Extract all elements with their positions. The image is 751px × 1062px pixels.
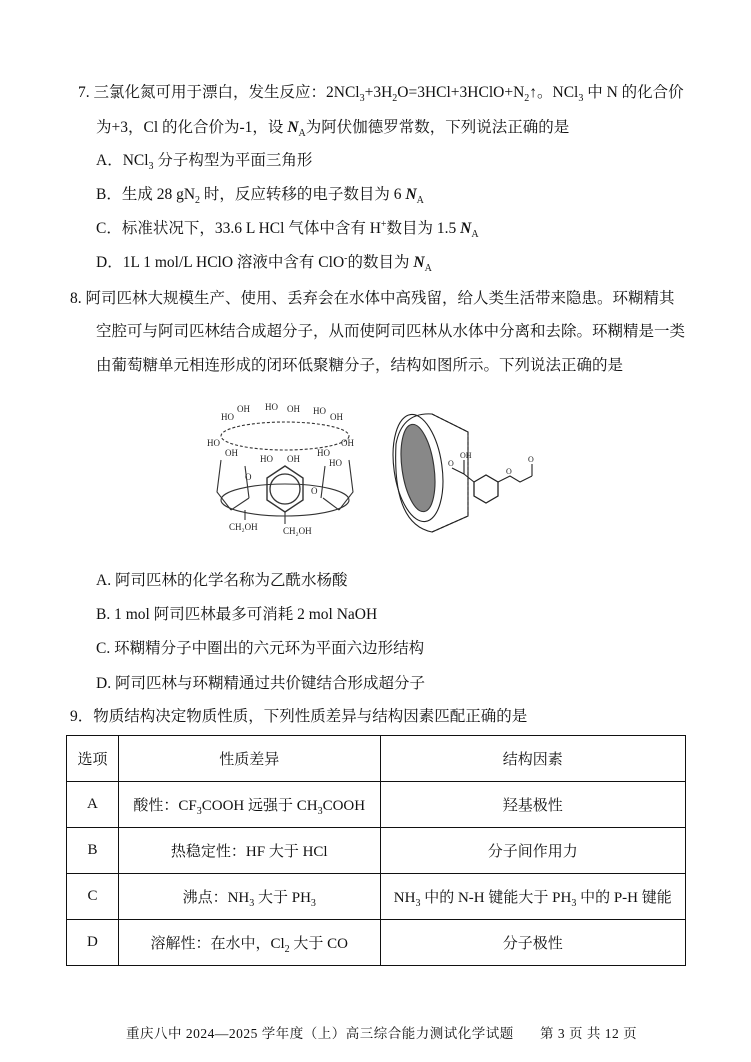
q8-stem-line2: 空腔可与阿司匹林结合成超分子，从而使阿司匹林从水体中分离和去除。环糊精是一类: [96, 323, 686, 340]
header-cell: 结构因素: [380, 736, 685, 782]
q7-text: 为阿伏伽德罗常数，下列说法正确的是: [305, 119, 570, 136]
cell-text: COOH: [322, 798, 366, 814]
header-cell: 性质差异: [118, 736, 380, 782]
superscript: +: [380, 218, 387, 230]
subscript: A: [471, 229, 479, 241]
label-ho: HO: [260, 454, 273, 464]
label-ho: HO: [329, 458, 342, 468]
label-ho: HO: [317, 448, 330, 458]
label-o: O: [311, 486, 318, 496]
label-ho: HO: [265, 402, 278, 412]
avogadro-symbol: N: [287, 119, 299, 136]
subscript: 3: [148, 161, 154, 173]
label-ho: HO: [207, 438, 220, 448]
table-row: [67, 828, 686, 874]
property-cell: 热稳定性：HF 大于 HCl: [118, 828, 380, 874]
q7-stem-line1: [78, 82, 684, 104]
subscript: 3: [317, 806, 323, 817]
label-ch2oh: CH₂OH: [229, 522, 258, 532]
table-row: [67, 782, 686, 828]
cell-text: 大于 CO: [289, 936, 348, 952]
q7-option-d: [96, 252, 432, 274]
q7-text: ↑。NCl: [529, 84, 579, 101]
option-cell: C: [67, 874, 119, 920]
label-acid-o: O: [448, 459, 454, 468]
q7-text: 为+3，Cl 的化合价为-1，设: [96, 119, 288, 136]
table-row: [67, 920, 686, 966]
cell-text: 溶解性：在水中，Cl: [150, 936, 285, 952]
avogadro-symbol: N: [460, 220, 472, 237]
q7-option-b: [96, 184, 424, 206]
q7-stem-line2: [96, 117, 569, 139]
q8-stem-line3: 由葡萄糖单元相连形成的闭环低聚糖分子，结构如图所示。下列说法正确的是: [96, 357, 624, 374]
subscript: 3: [359, 93, 365, 105]
label-carbonyl-o: O: [528, 455, 534, 464]
option-text: D．1L 1 mol/L HClO 溶液中含有 ClO: [96, 254, 345, 271]
subscript: 3: [415, 898, 421, 909]
q7-text: O=3HCl+3HClO+N: [397, 84, 525, 101]
ring-top-ellipse: [221, 422, 349, 450]
subscript: 3: [249, 898, 255, 909]
cell-text: 酸性：CF: [133, 798, 197, 814]
option-text: 的数目为: [347, 254, 414, 271]
property-cell: [118, 782, 380, 828]
q9-stem: 9．物质结构决定物质性质，下列性质差异与结构因素匹配正确的是: [70, 708, 528, 725]
label-oh: OH: [287, 454, 300, 464]
option-text: 数目为 1.5: [386, 220, 461, 237]
avogadro-symbol: N: [413, 254, 425, 271]
superscript: -: [344, 252, 348, 264]
subscript: 3: [310, 898, 316, 909]
label-o: O: [245, 472, 252, 482]
option-cell: D: [67, 920, 119, 966]
highlighted-ring-circle: [270, 474, 300, 504]
table-row: [67, 874, 686, 920]
cell-text: 中的 P-H 键能: [576, 890, 672, 906]
cell-text: NH: [393, 890, 416, 906]
label-acid-oh: OH: [460, 451, 472, 460]
factor-cell: 分子极性: [380, 920, 685, 966]
cell-text: COOH 远强于 CH: [201, 798, 318, 814]
q7-option-a: [96, 150, 312, 172]
factor-cell: [380, 874, 685, 920]
cell-text: 大于 PH: [254, 890, 311, 906]
option-cell: A: [67, 782, 119, 828]
property-cell: [118, 874, 380, 920]
label-ho: HO: [221, 412, 234, 422]
q8-option-a: A. 阿司匹林的化学名称为乙酰水杨酸: [96, 572, 348, 589]
option-text: B．生成 28 gN: [96, 186, 196, 203]
supramolecule-figure: [386, 404, 552, 536]
avogadro-symbol: N: [405, 186, 417, 203]
label-oh: OH: [341, 438, 354, 448]
property-cell: [118, 920, 380, 966]
q8-option-d: D. 阿司匹林与环糊精通过共价键结合形成超分子: [96, 675, 425, 692]
label-ch2oh: CH₂OH: [283, 526, 312, 536]
subscript: 2: [524, 93, 530, 105]
option-text: C．标准状况下，33.6 L HCl 气体中含有 H: [96, 220, 381, 237]
cell-text: 沸点：NH: [182, 890, 250, 906]
table-header-row: [67, 736, 686, 782]
subscript: 3: [196, 806, 202, 817]
option-text: 分子构型为平面三角形: [153, 152, 313, 169]
subscript: A: [424, 263, 432, 275]
q8-option-b: B. 1 mol 阿司匹林最多可消耗 2 mol NaOH: [96, 606, 378, 623]
label-oh: OH: [287, 404, 300, 414]
glucose-hexagon: [267, 466, 303, 512]
label-ester-o: O: [506, 467, 512, 476]
label-oh: OH: [330, 412, 343, 422]
subscript: 3: [571, 898, 577, 909]
q7-text: 7. 三氯化氮可用于漂白，发生反应：2NCl: [78, 84, 360, 101]
subscript: 3: [578, 93, 584, 105]
page-number: 第 3 页 共 12 页: [540, 1026, 638, 1041]
q8-stem-line1: 8. 阿司匹林大规模生产、使用、丢弃会在水体中高残留，给人类生活带来隐患。环糊精其: [70, 290, 675, 307]
header-cell: 选项: [67, 736, 119, 782]
subscript: 2: [284, 944, 290, 955]
q7-text: 中 N 的化合价: [583, 84, 684, 101]
label-oh: OH: [225, 448, 238, 458]
option-text: 时，反应转移的电子数目为 6: [200, 186, 406, 203]
factor-cell: 分子间作用力: [380, 828, 685, 874]
label-oh: OH: [237, 404, 250, 414]
option-text: A．NCl: [96, 152, 149, 169]
cell-text: 中的 N-H 键能大于 PH: [420, 890, 572, 906]
label-ho: HO: [313, 406, 326, 416]
aspirin-benzene-ring: [474, 475, 498, 503]
subscript: A: [416, 195, 424, 207]
q9-table: [66, 735, 686, 966]
factor-cell: 羟基极性: [380, 782, 685, 828]
cyclodextrin-structure-figure: [205, 400, 365, 542]
subscript: A: [298, 128, 306, 140]
option-cell: B: [67, 828, 119, 874]
subscript: 2: [392, 93, 398, 105]
footer-title: 重庆八中 2024—2025 学年度（上）高三综合能力测试化学试题: [126, 1026, 514, 1041]
q7-option-c: [96, 218, 479, 240]
q8-option-c: C. 环糊精分子中圈出的六元环为平面六边形结构: [96, 640, 425, 657]
subscript: 2: [195, 195, 201, 207]
q7-text: +3H: [364, 84, 393, 101]
